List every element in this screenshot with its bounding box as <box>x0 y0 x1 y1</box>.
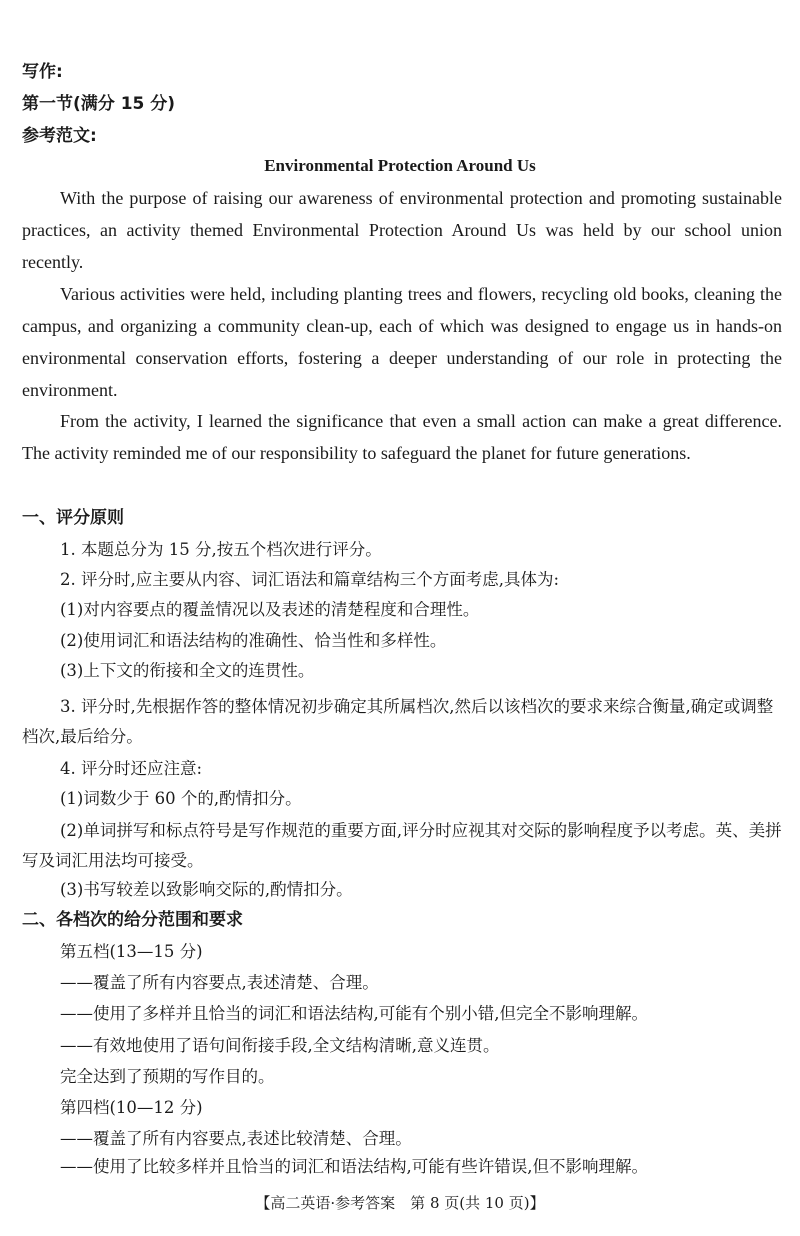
level-5-name: 第五档(13—15 分) <box>60 942 203 961</box>
level-5-summary: 完全达到了预期的写作目的。 <box>60 1067 275 1086</box>
principle-item-1: 1. 本题总分为 15 分,按五个档次进行评分。 <box>60 540 382 559</box>
essay-title: Environmental Protection Around Us <box>264 156 536 175</box>
principle-item-2: 2. 评分时,应主要从内容、词汇语法和篇章结构三个方面考虑,具体为: <box>60 570 560 589</box>
principle-item-3: 3. 评分时,先根据作答的整体情况初步确定其所属档次,然后以该档次的要求来综合衡量,确定或调整档次,最后给分。 <box>22 697 774 746</box>
principle-item-2-3: (3)上下文的衔接和全文的连贯性。 <box>60 661 315 680</box>
level-4-criterion-2: ——使用了比较多样并且恰当的词汇和语法结构,可能有些许错误,但不影响理解。 <box>60 1157 648 1176</box>
essay-paragraph-2: Various activities were held, including planting trees and flowers, recycling old books, cleaning the campus, and organizing a community clean-up, each of which was designed to engage us in hands-on environmental conservation efforts, fostering a deeper understanding of our role in protecting the environment. <box>22 284 782 400</box>
level-5-criterion-2: ——使用了多样并且恰当的词汇和语法结构,可能有个别小错,但完全不影响理解。 <box>60 1004 648 1023</box>
essay-paragraph-1: With the purpose of raising our awareness of environmental protection and promoting sustainable practices, an activity themed Environmental Protection Around Us was held by our school union recently. <box>22 188 782 272</box>
sample-essay-heading: 参考范文: <box>22 126 97 146</box>
principle-item-4-3: (3)书写较差以致影响交际的,酌情扣分。 <box>60 880 353 899</box>
level-5-criterion-1: ——覆盖了所有内容要点,表述清楚、合理。 <box>60 973 379 992</box>
principles-heading: 一、评分原则 <box>22 508 124 528</box>
level-4-criterion-1: ——覆盖了所有内容要点,表述比较清楚、合理。 <box>60 1129 412 1148</box>
principle-item-2-2: (2)使用词汇和语法结构的准确性、恰当性和多样性。 <box>60 631 447 650</box>
principle-item-2-1: (1)对内容要点的覆盖情况以及表述的清楚程度和合理性。 <box>60 600 480 619</box>
principle-item-4: 4. 评分时还应注意: <box>60 759 203 778</box>
writing-heading: 写作: <box>22 62 63 82</box>
essay-paragraph-3: From the activity, I learned the significance that even a small action can make a great difference. The activity reminded me of our responsibility to safeguard the planet for future generations. <box>22 411 782 463</box>
level-4-name: 第四档(10—12 分) <box>60 1098 203 1117</box>
principle-item-4-1: (1)词数少于 60 个的,酌情扣分。 <box>60 789 302 808</box>
section-1-heading: 第一节(满分 15 分) <box>22 94 176 114</box>
levels-heading: 二、各档次的给分范围和要求 <box>22 910 243 930</box>
level-5-criterion-3: ——有效地使用了语句间衔接手段,全文结构清晰,意义连贯。 <box>60 1036 500 1055</box>
principle-item-4-2: (2)单词拼写和标点符号是写作规范的重要方面,评分时应视其对交际的影响程度予以考虑。英、美拼写及词汇用法均可接受。 <box>22 821 782 870</box>
page-footer: 【高二英语·参考答案 第 8 页(共 10 页)】 <box>255 1194 545 1212</box>
